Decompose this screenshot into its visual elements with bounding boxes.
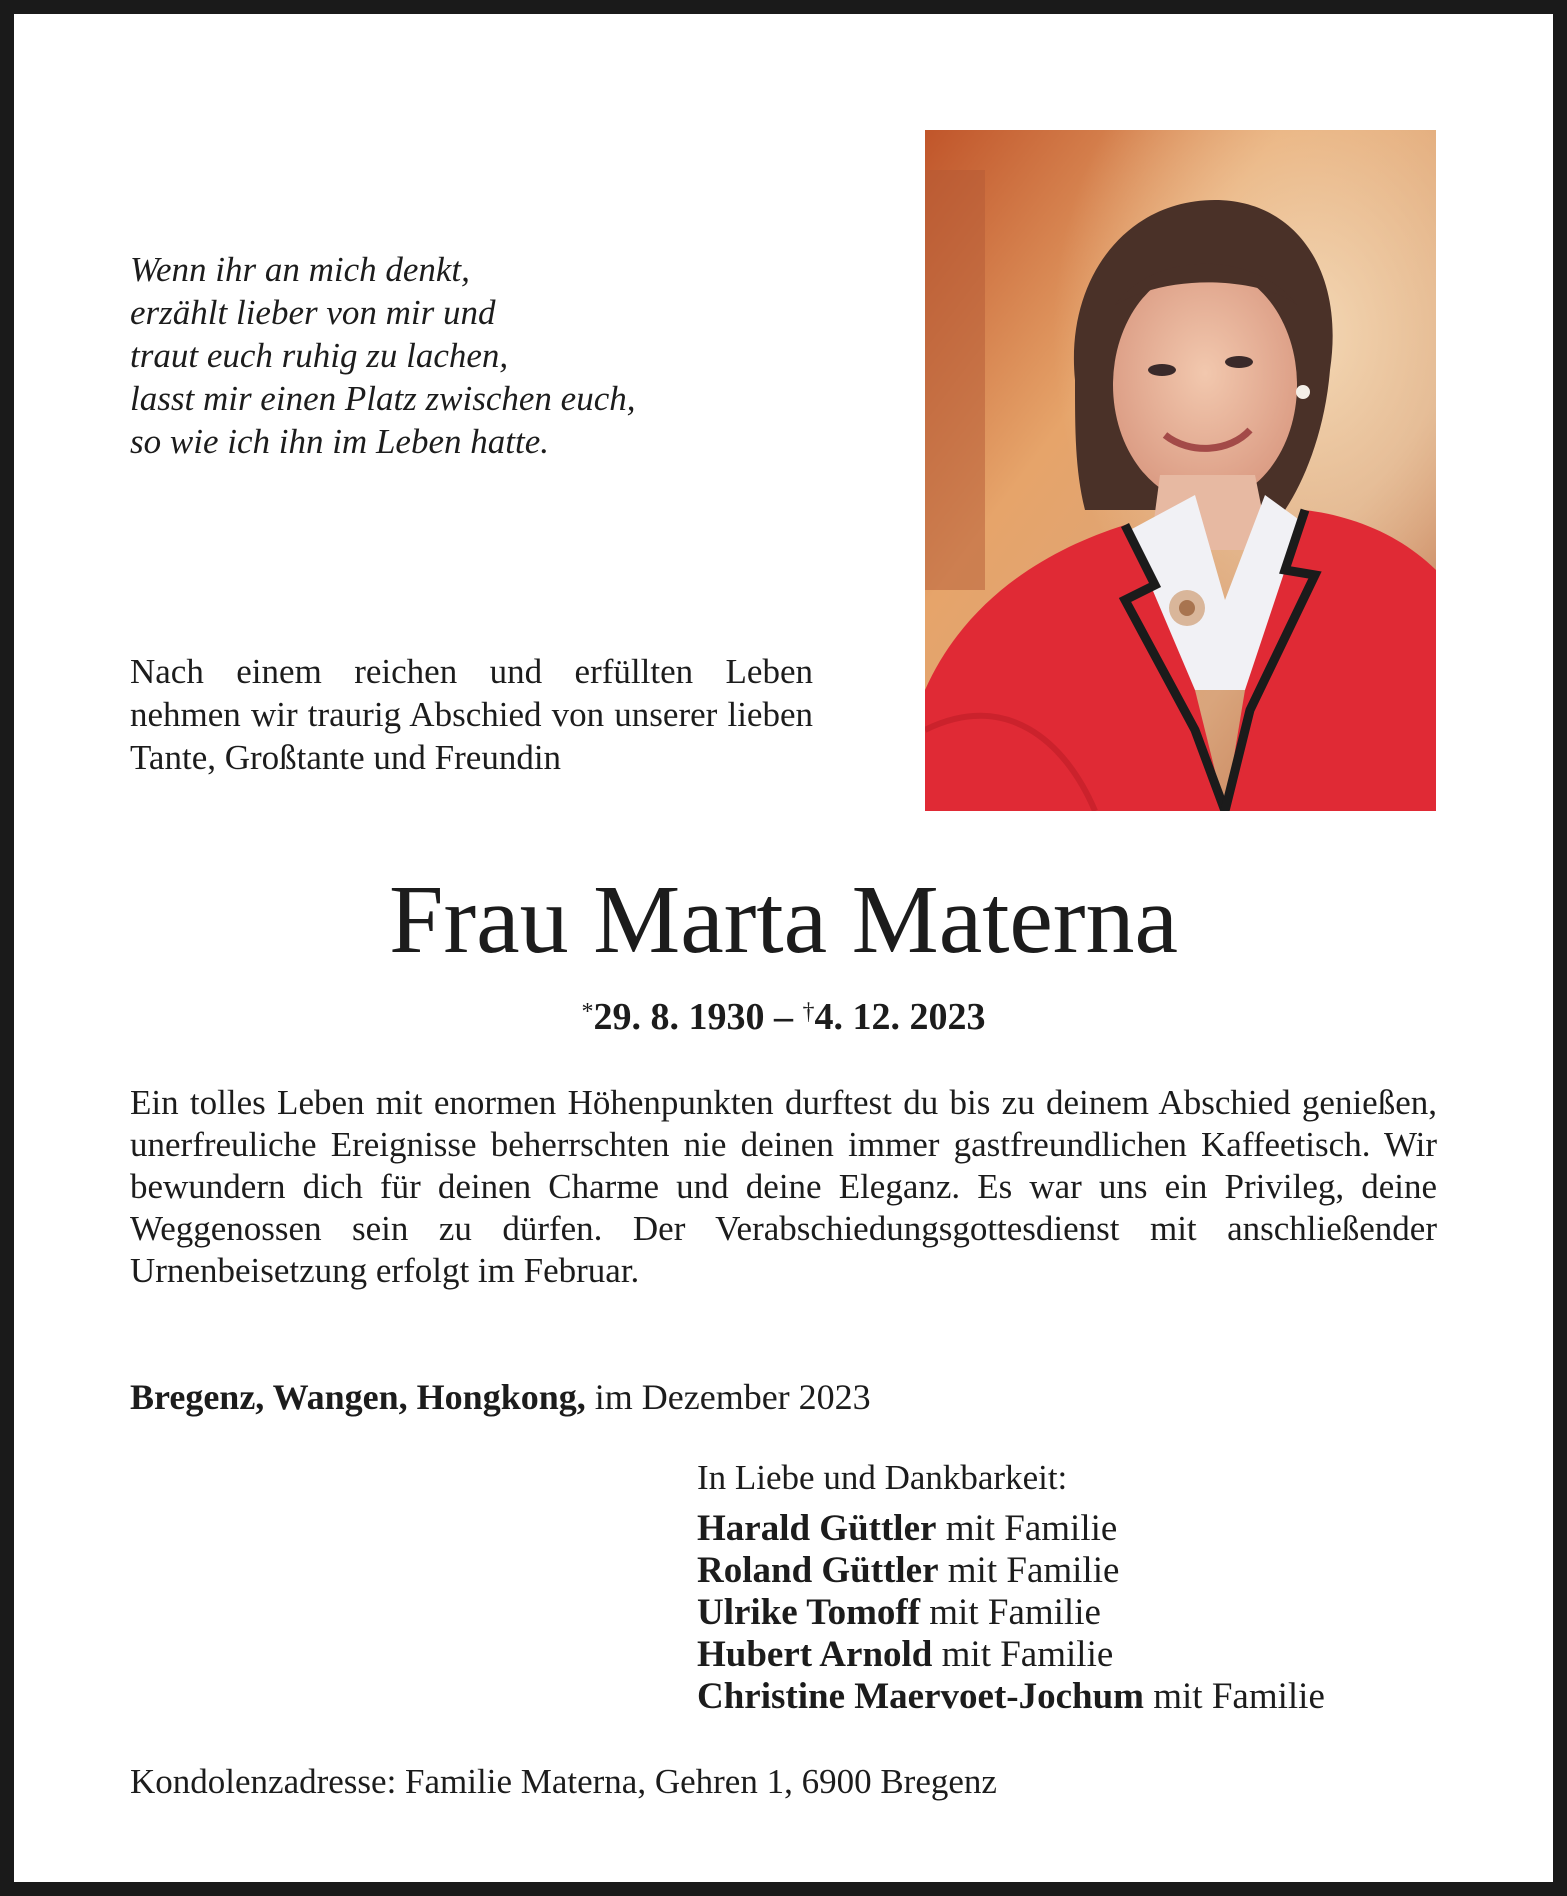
deceased-name: Frau Marta Materna xyxy=(388,866,1179,974)
place-date: im Dezember 2023 xyxy=(594,1377,871,1417)
signer-name: Roland Güttler xyxy=(697,1550,939,1591)
signer-name: Ulrike Tomoff xyxy=(697,1592,921,1633)
signer-suffix: mit Familie xyxy=(947,1550,1120,1591)
poem-line: so wie ich ihn im Leben hatte. xyxy=(130,422,549,461)
signer-name: Harald Güttler xyxy=(697,1508,937,1549)
body-text: Ein tolles Leben mit enormen Höhenpunkten durftest du bis zu deinem Abschied genießen, unerfreuliche Ereignisse beherrschten nie deinen immer gastfreundlichen Kaffeetisch. Wir bewundern dich für deinen Charme und deine Eleganz. Es war uns ein Privileg, deine Weggenossen sein zu dürfen. Der Verabschiedungsgottesdienst mit anschließender Urnenbeisetzung erfolgt im Februar. xyxy=(130,1083,1437,1290)
thanks-heading: In Liebe und Dankbarkeit: xyxy=(697,1458,1068,1497)
condolence-address: Kondolenzadresse: Familie Materna, Gehren 1, 6900 Bregenz xyxy=(130,1762,997,1801)
signer-list xyxy=(697,1508,1325,1718)
signer xyxy=(697,1676,1325,1718)
signer xyxy=(697,1550,1325,1592)
signer-name: Hubert Arnold xyxy=(697,1634,933,1675)
portrait-image xyxy=(925,130,1436,811)
life-dates xyxy=(0,995,1567,1039)
death-symbol: † xyxy=(802,999,815,1025)
poem-line: erzählt lieber von mir und xyxy=(130,293,496,332)
portrait-photo xyxy=(925,130,1436,811)
signer-suffix: mit Familie xyxy=(945,1508,1118,1549)
place-and-date xyxy=(130,1376,871,1418)
birth-date: 29. 8. 1930 xyxy=(593,996,765,1038)
date-separator: – xyxy=(774,996,793,1038)
birth-symbol: * xyxy=(581,999,594,1025)
poem-line: traut euch ruhig zu lachen, xyxy=(130,336,509,375)
signer-suffix: mit Familie xyxy=(941,1634,1114,1675)
place-locations: Bregenz, Wangen, Hongkong, xyxy=(130,1377,586,1417)
signer-suffix: mit Familie xyxy=(1153,1676,1325,1717)
death-date: 4. 12. 2023 xyxy=(814,996,986,1038)
signer-suffix: mit Familie xyxy=(929,1592,1101,1633)
poem-line: Wenn ihr an mich denkt, xyxy=(130,250,470,289)
signer xyxy=(697,1634,1325,1676)
intro-text: Nach einem reichen und erfüllten Leben nehmen wir traurig Abschied von unserer lieben Tante, Großtante und Freundin xyxy=(130,652,813,777)
signer-name: Christine Maervoet-Jochum xyxy=(697,1676,1144,1717)
signer xyxy=(697,1592,1325,1634)
poem-line: lasst mir einen Platz zwischen euch, xyxy=(130,379,636,418)
signer xyxy=(697,1508,1325,1550)
poem xyxy=(130,248,770,463)
